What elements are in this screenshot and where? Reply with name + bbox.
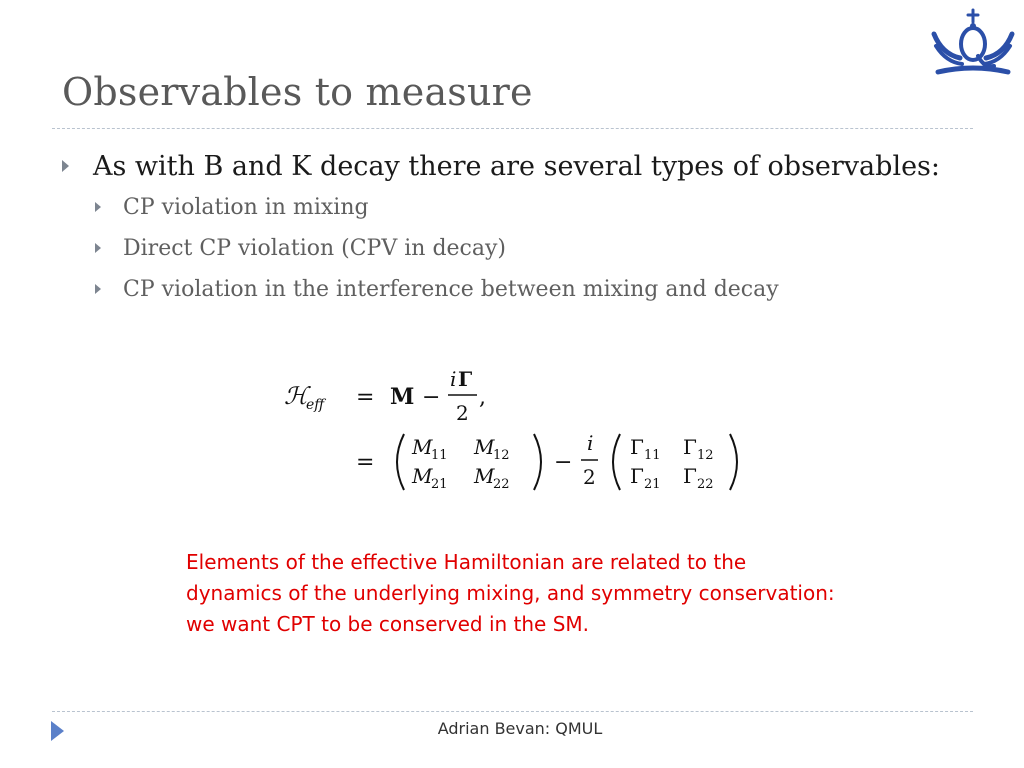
eq-g21: Γ <box>630 464 644 488</box>
note-line: we want CPT to be conserved in the SM. <box>186 612 590 636</box>
bullet-list <box>62 146 962 310</box>
hamiltonian-equation <box>280 362 780 502</box>
bullet-main <box>62 146 962 187</box>
eq-g12-sub: 12 <box>697 448 714 463</box>
note-line: Elements of the effective Hamiltonian are related to the <box>186 550 747 574</box>
eq-m21: M <box>412 464 433 488</box>
bullet-arrow-icon <box>95 243 101 253</box>
eq-i: i <box>450 367 457 391</box>
note-line: dynamics of the underlying mixing, and symmetry conservation: <box>186 581 835 605</box>
eq-equals: = <box>356 385 375 410</box>
eq-m22-sub: 22 <box>493 477 510 492</box>
eq-m11: M <box>412 435 433 459</box>
eq-Gamma: Γ <box>458 367 473 391</box>
sub-bullet-text: Direct CP violation (CPV in decay) <box>123 236 506 261</box>
eq-comma: , <box>479 385 486 410</box>
sub-bullet <box>62 269 962 310</box>
eq-g12: Γ <box>683 435 697 459</box>
eq-two: 2 <box>583 465 596 489</box>
sub-bullet-text: CP violation in mixing <box>123 195 369 220</box>
eq-m12: M <box>474 435 495 459</box>
eq-two: 2 <box>456 401 469 425</box>
eq-m12-sub: 12 <box>493 448 510 463</box>
eq-g22-sub: 22 <box>697 477 714 492</box>
slide-title: Observables to measure <box>62 70 533 114</box>
eq-minus: − <box>422 385 441 410</box>
eq-equals: = <box>356 450 375 475</box>
bullet-arrow-icon <box>95 202 101 212</box>
eq-m21-sub: 21 <box>431 477 448 492</box>
red-note <box>186 547 886 640</box>
eq-M: M <box>390 384 415 410</box>
sub-bullet <box>62 228 962 269</box>
sub-bullet-text: CP violation in the interference between mixing and decay <box>123 277 779 302</box>
footer-divider <box>52 711 973 712</box>
eq-lhs-subscript: eff <box>306 397 325 413</box>
title-divider <box>52 128 973 129</box>
qmul-crest-icon <box>928 8 1018 80</box>
sub-bullet <box>62 187 962 228</box>
triangle-right-icon[interactable] <box>51 721 64 741</box>
eq-m22: M <box>474 464 495 488</box>
bullet-arrow-icon <box>62 160 69 172</box>
bullet-arrow-icon <box>95 284 101 294</box>
eq-m11-sub: 11 <box>431 448 448 463</box>
eq-lhs-symbol: ℋ <box>284 382 308 410</box>
eq-g21-sub: 21 <box>644 477 661 492</box>
eq-minus: − <box>554 450 573 475</box>
eq-g11: Γ <box>630 435 644 459</box>
eq-i: i <box>587 431 594 455</box>
eq-g11-sub: 11 <box>644 448 661 463</box>
bullet-main-text: As with B and K decay there are several types of observables: <box>93 151 941 182</box>
footer-author: Adrian Bevan: QMUL <box>437 719 603 738</box>
eq-g22: Γ <box>683 464 697 488</box>
